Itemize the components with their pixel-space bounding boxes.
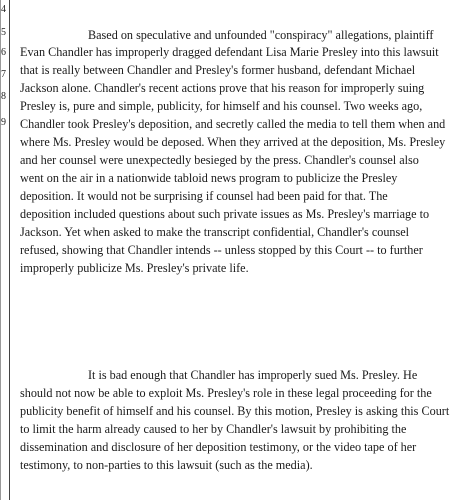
text-line: deposition included questions about such private issues as Ms. Presley's marriage to bbox=[20, 207, 430, 221]
text-line: testimony, to non-parties to this lawsuit (such as the media). bbox=[20, 458, 313, 472]
text-line: Jackson. Yet when asked to make the transcript confidential, Chandler's counsel bbox=[20, 225, 410, 239]
line-number: 8 bbox=[1, 91, 6, 102]
text-line: Presley is, pure and simple, publicity, for himself and his counsel. Two weeks ago, bbox=[20, 99, 423, 113]
text-line: Based on speculative and unfounded "conspiracy" allegations, plaintiff bbox=[88, 28, 434, 42]
text-line: deposition. It would not be surprising if counsel had been paid for that. The bbox=[20, 189, 388, 203]
text-line: where Ms. Presley would be deposed. When they arrived at the deposition, Ms. Presley bbox=[20, 135, 446, 149]
line-number: 7 bbox=[1, 69, 6, 80]
line-number: 4 bbox=[1, 4, 6, 15]
text-line: to limit the harm already caused to her by Chandler's lawsuit by prohibiting the bbox=[20, 422, 407, 436]
text-line: Chandler took Presley's deposition, and secretly called the media to tell them when and bbox=[20, 117, 446, 131]
text-line: It is bad enough that Chandler has improperly sued Ms. Presley. He bbox=[88, 368, 418, 382]
text-line: and her counsel were unexpectedly besieged by the press. Chandler's counsel also bbox=[20, 153, 419, 167]
line-number: 6 bbox=[1, 47, 6, 58]
text-line: should not now be able to exploit Ms. Presley's role in these legal proceeding for the bbox=[20, 386, 432, 400]
text-line: improperly publicize Ms. Presley's private life. bbox=[20, 261, 249, 275]
text-line: Jackson alone. Chandler's recent actions prove that his reason for improperly suing bbox=[20, 81, 425, 95]
text-line: publicity benefit of himself and his counsel. By this motion, Presley is asking this Court bbox=[20, 404, 450, 418]
text-line: went on the air in a nationwide tabloid news program to publicize the Presley bbox=[20, 171, 398, 185]
line-number: 9 bbox=[1, 117, 6, 128]
text-line: Evan Chandler has improperly dragged defendant Lisa Marie Presley into this lawsuit bbox=[20, 45, 439, 59]
line-number: 5 bbox=[1, 27, 6, 38]
text-line: refused, showing that Chandler intends -- unless stopped by this Court -- to further bbox=[20, 243, 423, 257]
margin-rule bbox=[9, 0, 10, 500]
text-line: that is really between Chandler and Presley's former husband, defendant Michael bbox=[20, 63, 416, 77]
text-line: dissemination and disclosure of her deposition testimony, or the video tape of her bbox=[20, 440, 417, 454]
